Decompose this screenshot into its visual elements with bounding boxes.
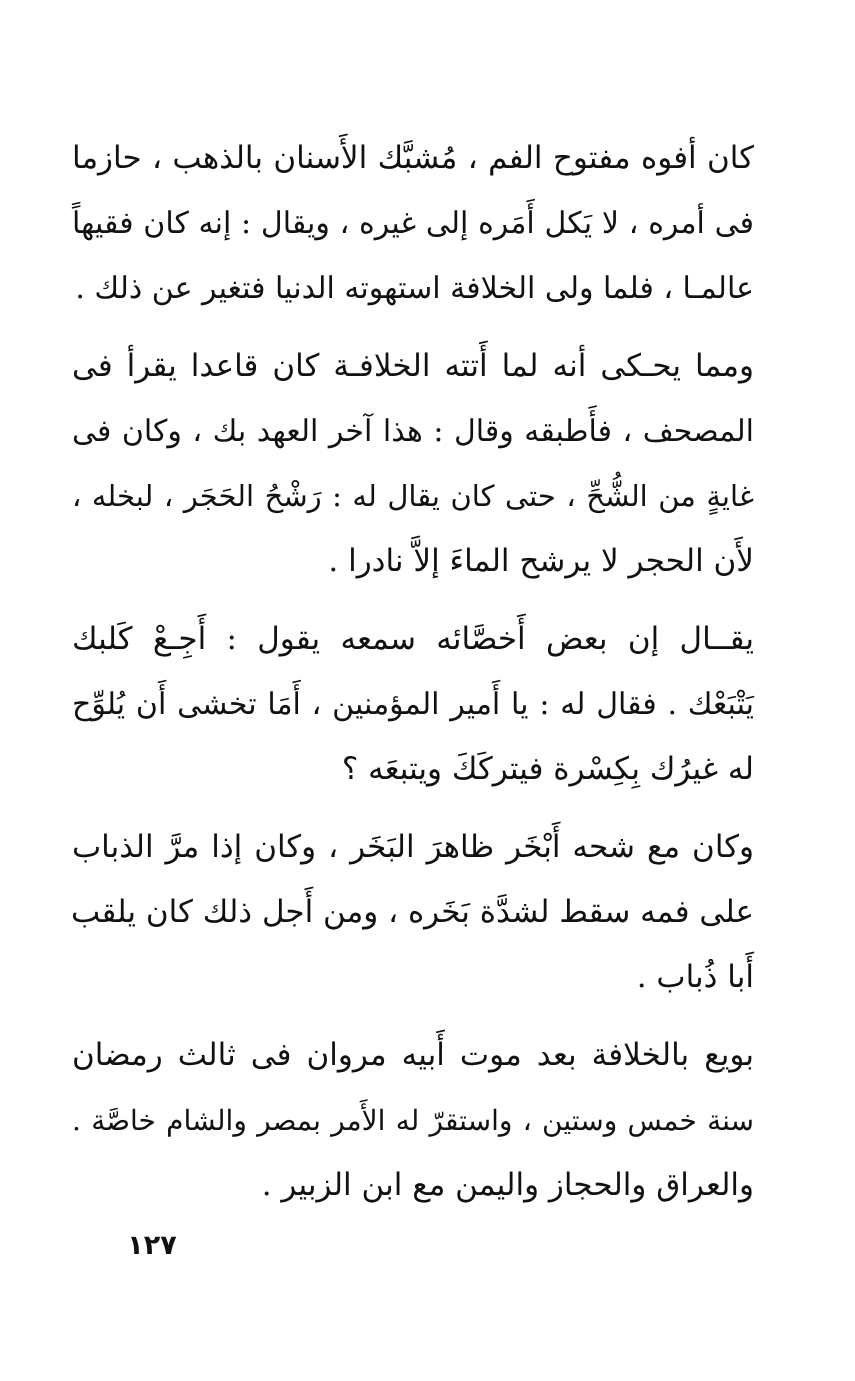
text-line: المصحف ، فأَطبقه وقال : هذا آخر العهد بك ، وكان فى [72, 414, 754, 449]
text-line: كان أفوه مفتوح الفم ، مُشبَّك الأَسنان بالذهب ، حازما [72, 140, 754, 176]
text-line: أَبا ذُباب . [636, 959, 754, 995]
paragraph-2 [72, 334, 754, 594]
text-line: بويع بالخلافة بعد موت أَبيه مروان فى ثالث رمضان [72, 1037, 754, 1073]
text-line: على فمه سقط لشدَّة بَخَره ، ومن أَجل ذلك كان يلقب [71, 894, 754, 930]
body-text [72, 126, 754, 1218]
paragraph-1 [72, 126, 754, 321]
text-line: والعراق والحجاز واليمن مع ابن الزبير . [261, 1167, 754, 1203]
paragraph-3 [72, 607, 754, 802]
text-line: سنة خمس وستين ، واستقرّ له الأَمر بمصر والشام خاصَّة . [72, 1104, 754, 1137]
text-line: يقــال إن بعض أَخصَّائه سمعه يقول : أَجِـعْ كَلبك [72, 621, 754, 657]
text-line: وكان مع شحه أَبْخَر ظاهرَ البَخَر ، وكان إذا مرَّ الذباب [72, 829, 754, 865]
text-line: فى أمره ، لا يَكل أَمَره إلى غيره ، ويقال : إنه كان فقيهاً [72, 206, 754, 241]
paragraph-4 [72, 815, 754, 1010]
text-line: له غيرُك بِكِسْرة فيتركَكَ ويتبعَه ؟ [341, 751, 754, 787]
page-number: ١٢٧ [127, 1230, 177, 1261]
text-line: ومما يحـكى أنه لما أَتته الخلافـة كان قاعدا يقرأ فى [72, 348, 754, 384]
text-line: لأَن الحجر لا يرشح الماءَ إلاَّ نادرا . [328, 543, 754, 579]
text-line: يَتْبَعْك . فقال له : يا أَمير المؤمنين ، أَمَا تخشى أَن يُلوِّح [72, 687, 754, 722]
paragraph-5 [72, 1023, 754, 1218]
text-line: عالمـا ، فلما ولى الخلافة استهوته الدنيا فتغير عن ذلك . [75, 271, 754, 306]
text-line: غايةٍ من الشُّحِّ ، حتى كان يقال له : رَشْحُ الحَجَر ، لبخله ، [72, 479, 754, 513]
